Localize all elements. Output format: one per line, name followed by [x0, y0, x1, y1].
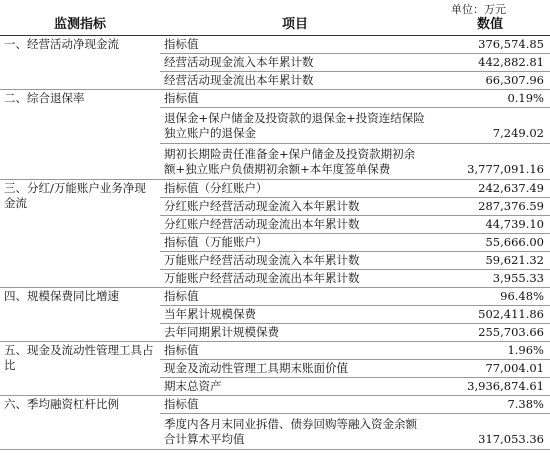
item-label: 指标值 — [160, 36, 430, 54]
item-label: 当年累计规模保费 — [160, 306, 430, 324]
item-label: 分红账户经营活动现金流入本年累计数 — [160, 198, 430, 216]
item-label: 期初长期险责任准备金+保户储金及投资款期初余额+独立账户负债期初余额+本年度签单保费 — [160, 144, 430, 180]
item-label: 指标值 — [160, 396, 430, 414]
value-cell: 77,004.01 — [430, 360, 550, 378]
item-label: 万能账户经营活动现金流出本年累计数 — [160, 270, 430, 288]
category-label: 四、规模保费同比增速 — [0, 288, 160, 342]
table-row — [0, 342, 550, 360]
value-cell: 317,053.36 — [430, 414, 550, 450]
item-label: 分红账户经营活动现金流出本年累计数 — [160, 216, 430, 234]
monitoring-table — [0, 10, 550, 450]
value-cell: 44,739.10 — [430, 216, 550, 234]
table-row — [0, 396, 550, 414]
header-item: 项目 — [160, 10, 430, 36]
category-label: 三、分红/万能账户业务净现金流 — [0, 180, 160, 288]
item-label: 指标值 — [160, 90, 430, 108]
value-cell: 502,411.86 — [430, 306, 550, 324]
category-label: 一、经营活动净现金流 — [0, 36, 160, 90]
value-cell: 7,249.02 — [430, 108, 550, 144]
table-row — [0, 90, 550, 108]
item-label: 期末总资产 — [160, 378, 430, 396]
value-cell: 96.48% — [430, 288, 550, 306]
table-row — [0, 288, 550, 306]
value-cell: 3,936,874.61 — [430, 378, 550, 396]
value-cell: 376,574.85 — [430, 36, 550, 54]
item-label: 现金及流动性管理工具期末账面价值 — [160, 360, 430, 378]
value-cell: 287,376.59 — [430, 198, 550, 216]
item-label: 万能账户经营活动现金流入本年累计数 — [160, 252, 430, 270]
item-label: 指标值 — [160, 288, 430, 306]
value-cell: 3,955.33 — [430, 270, 550, 288]
value-cell: 442,882.81 — [430, 54, 550, 72]
value-cell: 242,637.49 — [430, 180, 550, 198]
table-header-row — [0, 10, 550, 36]
value-cell: 55,666.00 — [430, 234, 550, 252]
value-cell: 59,621.32 — [430, 252, 550, 270]
value-cell: 7.38% — [430, 396, 550, 414]
item-label: 经营活动现金流入本年累计数 — [160, 54, 430, 72]
table-row — [0, 180, 550, 198]
header-indicator: 监测指标 — [0, 10, 160, 36]
item-label: 经营活动现金流出本年累计数 — [160, 72, 430, 90]
item-label: 指标值（分红账户） — [160, 180, 430, 198]
item-label: 退保金+保户储金及投资款的退保金+投资连结保险独立账户的退保金 — [160, 108, 430, 144]
unit-label: 单位：万元 — [451, 3, 506, 16]
value-cell: 255,703.66 — [430, 324, 550, 342]
value-cell: 66,307.96 — [430, 72, 550, 90]
item-label: 季度内各月末同业拆借、债券回购等融入资金余额合计算术平均值 — [160, 414, 430, 450]
table-body — [0, 36, 550, 450]
item-label: 指标值 — [160, 342, 430, 360]
value-cell: 1.96% — [430, 342, 550, 360]
value-cell: 3,777,091.16 — [430, 144, 550, 180]
table-row — [0, 36, 550, 54]
value-cell: 0.19% — [430, 90, 550, 108]
category-label: 六、季均融资杠杆比例 — [0, 396, 160, 450]
item-label: 去年同期累计规模保费 — [160, 324, 430, 342]
category-label: 五、现金及流动性管理工具占比 — [0, 342, 160, 396]
header-value: 数值 — [430, 10, 550, 36]
category-label: 二、综合退保率 — [0, 90, 160, 180]
item-label: 指标值（万能账户） — [160, 234, 430, 252]
